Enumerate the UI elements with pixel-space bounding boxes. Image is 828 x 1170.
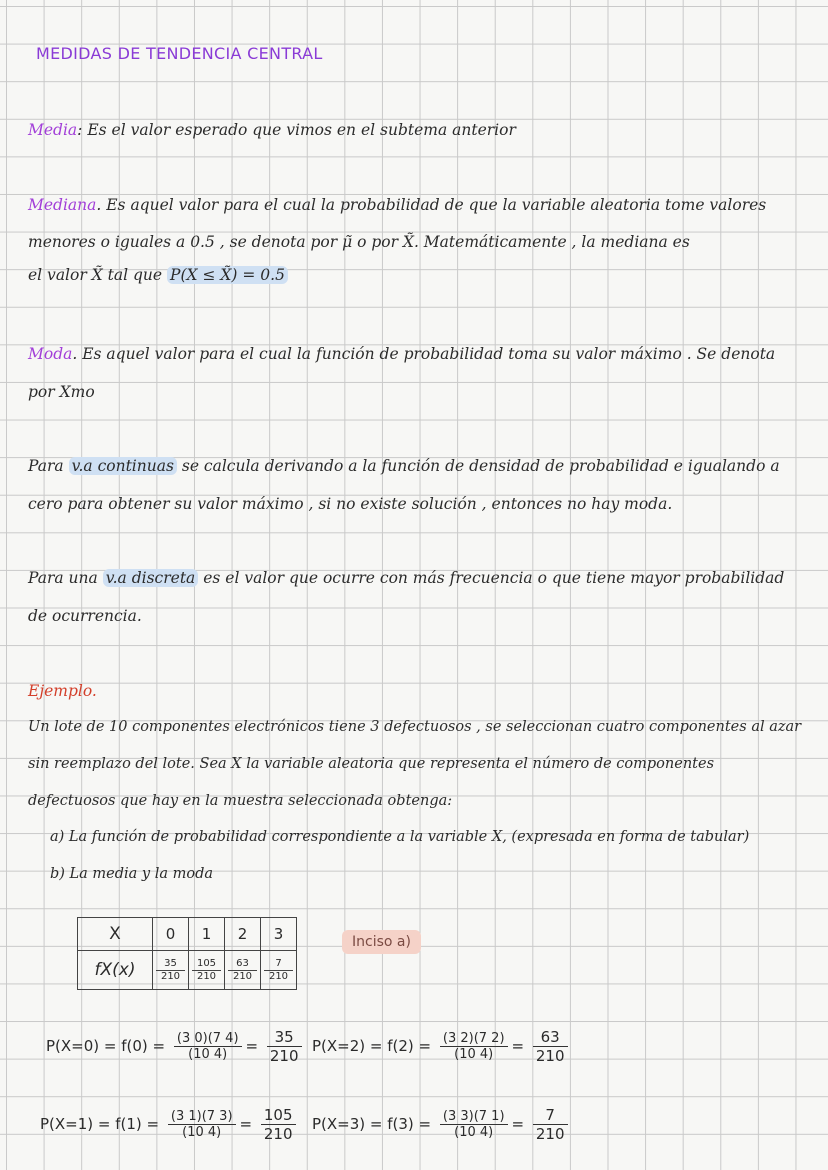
- discreta-line-1: [28, 569, 784, 587]
- page-title: MEDIDAS DE TENDENCIA CENTRAL: [36, 44, 323, 63]
- mediana-line-3: [28, 266, 288, 284]
- prob-lhs: P(X=1) = f(1) =: [40, 1115, 160, 1133]
- moda-line-2: por Xmo: [28, 383, 95, 401]
- discreta-text: es el valor que ocurre con más frecuencia o que tiene mayor probabilidad: [203, 569, 785, 587]
- prob-x3: P(X=3) = f(3) = $\frac{(3 3)(7 1)}{(10 4)}$ = $\frac{7}{210}$: [312, 1106, 572, 1143]
- discreta-line-2: de ocurrencia.: [28, 607, 142, 625]
- moda-term: Moda: [28, 345, 73, 363]
- ejemplo-line-1: Un lote de 10 componentes electrónicos tiene 3 defectuosos , se seleccionan cuatro componentes al azar: [28, 719, 802, 735]
- moda-text-1: . Es aquel valor para el cual la función de probabilidad toma su valor máximo . Se denota: [72, 345, 776, 363]
- ejemplo-item-a: a) La función de probabilidad correspondiente a la variable X, (expresada en forma de tabular): [50, 829, 750, 845]
- table-x-value: 1: [189, 918, 225, 951]
- mediana-line-1: [28, 196, 766, 214]
- continuas-text: se calcula derivando a la función de densidad de probabilidad e igualando a: [181, 457, 780, 475]
- ejemplo-line-2: sin reemplazo del lote. Sea X la variable aleatoria que representa el número de componentes: [28, 756, 715, 772]
- table-x-value: 3: [261, 918, 297, 951]
- mediana-formula: P(X ≤ X̃) = 0.5: [167, 266, 288, 284]
- mediana-line-2: menores o iguales a 0.5 , se denota por μ̃ o por X̃. Matemáticamente , la mediana es: [28, 233, 690, 251]
- inciso-label: Inciso a): [342, 934, 421, 950]
- prob-result: $\frac{7}{210}$: [533, 1106, 568, 1143]
- probability-table: [77, 917, 297, 990]
- prob-x0: P(X=0) = f(0) = $\frac{(3 0)(7 4)}{(10 4)}$ = $\frac{35}{210}$: [46, 1028, 306, 1065]
- table-row-f: [78, 951, 297, 990]
- media-text: : Es el valor esperado que vimos en el subtema anterior: [77, 121, 516, 139]
- prob-lhs: P(X=2) = f(2) =: [312, 1037, 432, 1055]
- prob-lhs: P(X=0) = f(0) =: [46, 1037, 166, 1055]
- ejemplo-label: Ejemplo.: [28, 682, 97, 700]
- mediana-term: Mediana: [28, 196, 97, 214]
- prob-result: $\frac{35}{210}$: [267, 1028, 302, 1065]
- table-f-value: 35 210: [153, 951, 189, 990]
- mediana-text-3: el valor X̃ tal que: [28, 266, 163, 284]
- continuas-line-2: cero para obtener su valor máximo , si no existe solución , entonces no hay moda.: [28, 495, 673, 513]
- table-f-value: 63 210: [225, 951, 261, 990]
- prob-x1: P(X=1) = f(1) = $\frac{(3 1)(7 3)}{(10 4)}$ = $\frac{105}{210}$: [40, 1106, 300, 1143]
- table-row-x: [78, 918, 297, 951]
- ejemplo-line-3: defectuosos que hay en la muestra seleccionada obtenga:: [28, 793, 453, 809]
- table-x-header: X: [78, 918, 153, 951]
- prob-result: $\frac{105}{210}$: [261, 1106, 296, 1143]
- continuas-highlight: v.a continuas: [69, 457, 177, 475]
- media-term: Media: [28, 121, 78, 139]
- mediana-text-1: . Es aquel valor para el cual la probabilidad de que la variable aleatoria tome valores: [96, 196, 767, 214]
- media-paragraph: [28, 121, 516, 139]
- prob-x2: P(X=2) = f(2) = $\frac{(3 2)(7 2)}{(10 4)}$ = $\frac{63}{210}$: [312, 1028, 572, 1065]
- table-f-header: fX(x): [78, 951, 153, 990]
- table-f-value: 7 210: [261, 951, 297, 990]
- continuas-prefix: Para: [28, 457, 64, 475]
- prob-result: $\frac{63}{210}$: [533, 1028, 568, 1065]
- prob-binomial: $\frac{(3 1)(7 3)}{(10 4)}$: [168, 1109, 236, 1140]
- prob-lhs: P(X=3) = f(3) =: [312, 1115, 432, 1133]
- ejemplo-item-b: b) La media y la moda: [50, 866, 214, 882]
- prob-binomial: $\frac{(3 0)(7 4)}{(10 4)}$: [174, 1031, 242, 1062]
- table-x-value: 2: [225, 918, 261, 951]
- continuas-line-1: [28, 457, 780, 475]
- prob-binomial: $\frac{(3 2)(7 2)}{(10 4)}$: [440, 1031, 508, 1062]
- moda-line-1: [28, 345, 775, 363]
- discreta-prefix: Para una: [28, 569, 98, 587]
- table-x-value: 0: [153, 918, 189, 951]
- discreta-highlight: v.a discreta: [103, 569, 199, 587]
- table-f-value: 105 210: [189, 951, 225, 990]
- prob-binomial: $\frac{(3 3)(7 1)}{(10 4)}$: [440, 1109, 508, 1140]
